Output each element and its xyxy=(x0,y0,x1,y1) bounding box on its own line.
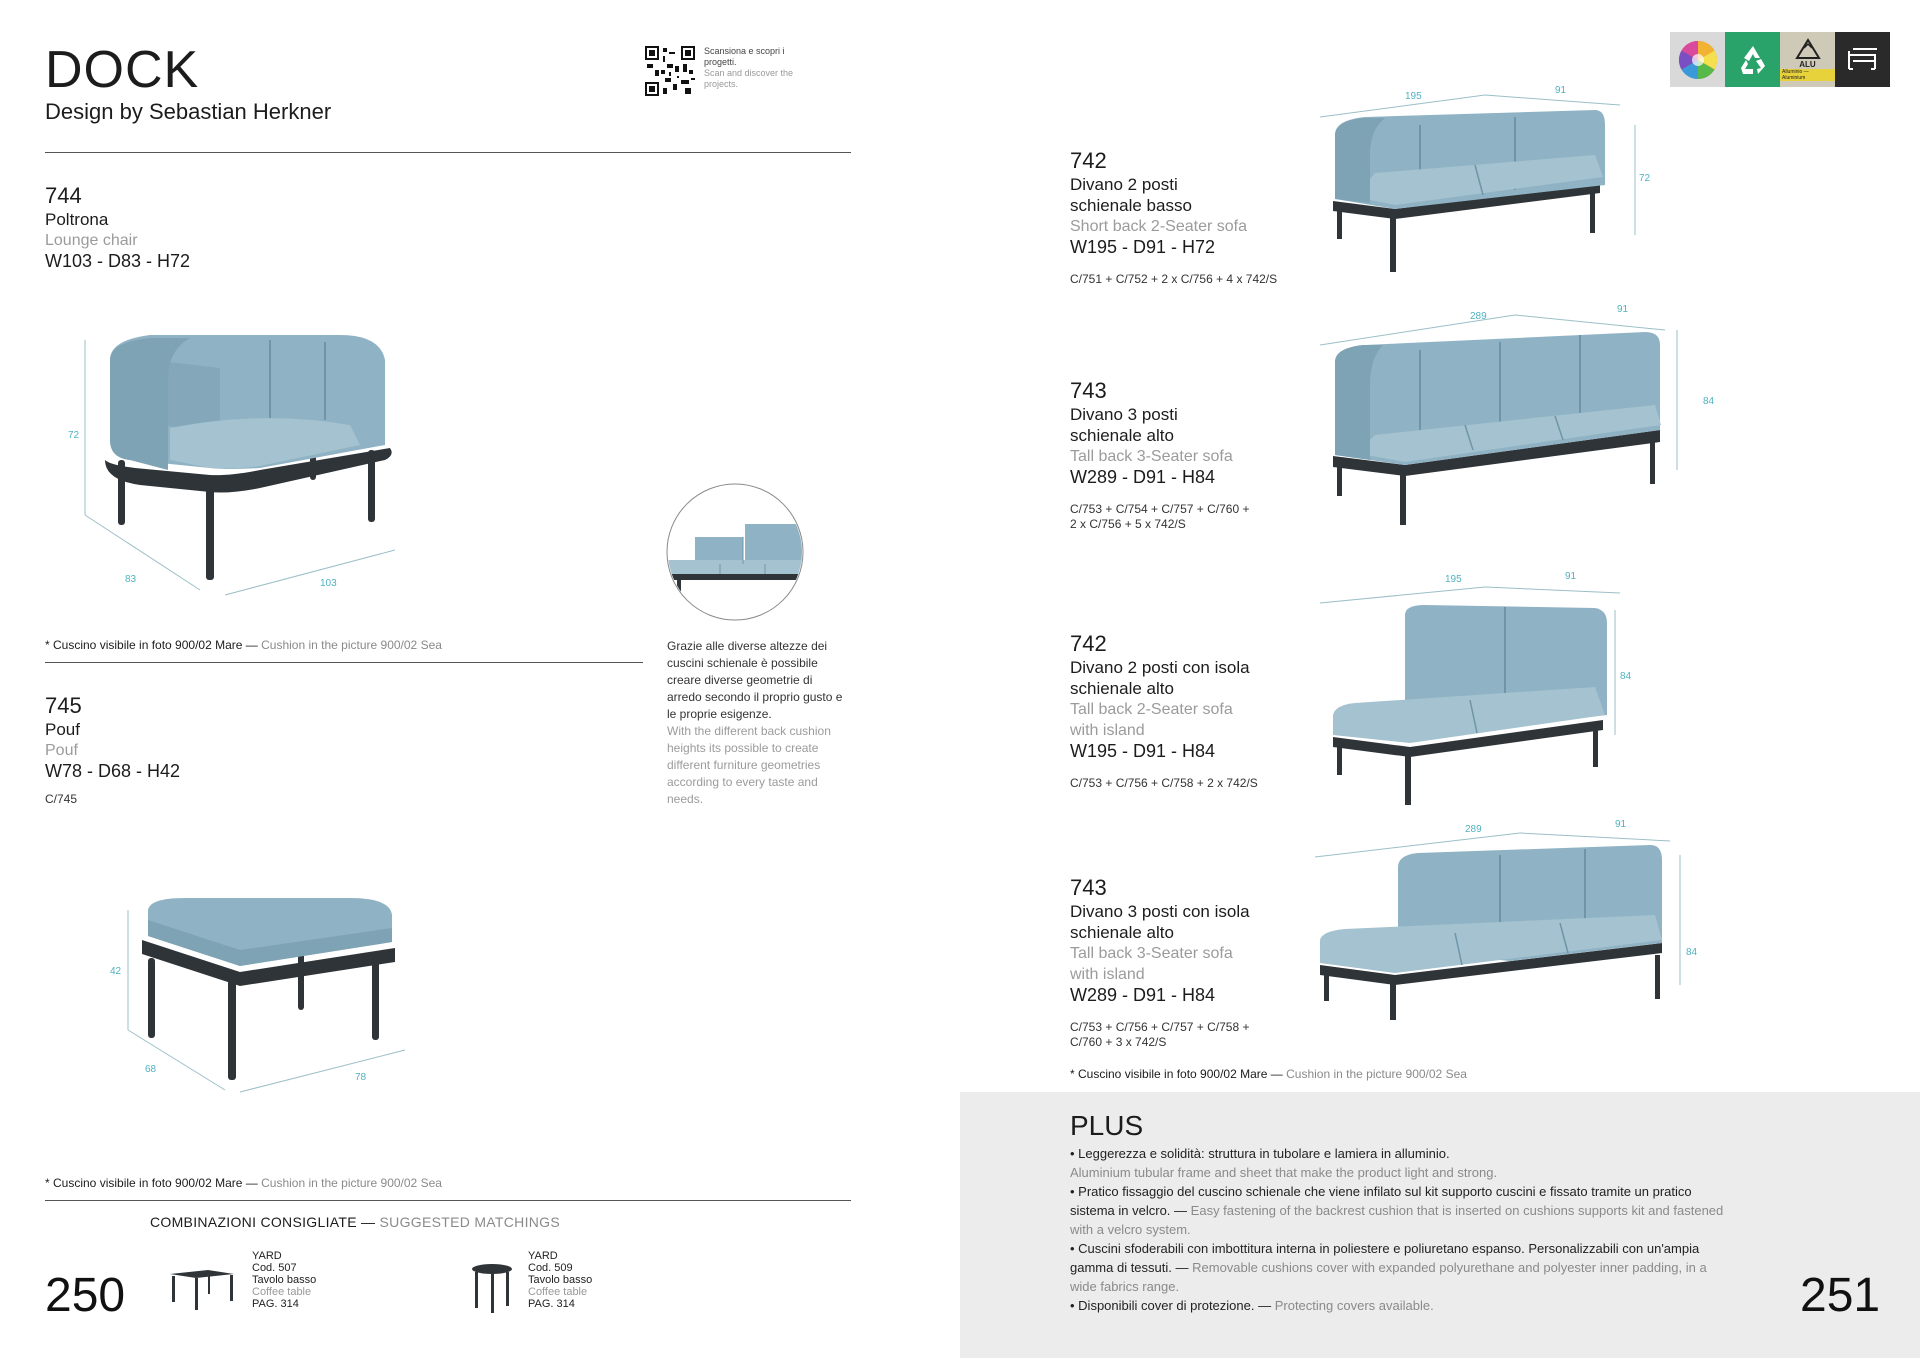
product-name-it: Divano 2 posti xyxy=(1070,175,1178,194)
product-name-it: Pouf xyxy=(45,720,80,739)
dim-height: 72 xyxy=(1639,173,1651,184)
recycle-icon xyxy=(1725,32,1780,87)
alu-sub-label: Alluminio — Aluminium xyxy=(1780,69,1835,81)
matching-name-it: Tavolo basso xyxy=(252,1274,317,1286)
plus-item xyxy=(1070,1144,1730,1182)
product-references: C/753 + C/756 + C/758 + 2 x 742/S xyxy=(1070,776,1258,790)
product-references: C/751 + C/752 + 2 x C/756 + 4 x 742/S xyxy=(1070,272,1278,286)
product-dimensions: W195 - D91 - H84 xyxy=(1070,741,1216,761)
plus-item-it: • Cuscini sfoderabili con imbottitura interna in poliestere e poliuretano espanso. Personalizzabili con un'ampia gamma di tessuti. — xyxy=(1070,1241,1700,1275)
product-name-it-2: schienale alto xyxy=(1070,426,1174,445)
product-name-en: Tall back 3-Seater sofa xyxy=(1070,945,1233,962)
plus-item-en: Aluminium tubular frame and sheet that make the product light and strong. xyxy=(1070,1165,1498,1180)
product-code: 745 xyxy=(45,693,82,718)
alu-label: ALU xyxy=(1799,60,1816,69)
product-dimensions: W289 - D91 - H84 xyxy=(1070,467,1216,487)
plus-item-en: Protecting covers available. xyxy=(1274,1298,1434,1313)
qr-code[interactable] xyxy=(645,46,695,96)
qr-caption-en: Scan and discover the projects. xyxy=(704,68,794,89)
product-name-en: Short back 2-Seater sofa xyxy=(1070,218,1247,235)
dim-depth: 68 xyxy=(145,1064,157,1075)
product-dimensions: W78 - D68 - H42 xyxy=(45,761,181,781)
cushion-note-en: Cushion in the picture 900/02 Sea xyxy=(1286,1067,1467,1081)
dim-height: 84 xyxy=(1703,396,1715,407)
qr-caption xyxy=(704,46,799,90)
dim-width: 103 xyxy=(320,578,337,589)
collection-title: DOCK xyxy=(45,41,200,99)
divider xyxy=(45,152,851,153)
lounge-chair-image xyxy=(60,320,420,600)
product-references-1: C/753 + C/756 + C/757 + C/758 + xyxy=(1070,1020,1250,1034)
dim-height: 84 xyxy=(1620,671,1632,682)
dim-height: 84 xyxy=(1686,947,1698,958)
side-text-en: With the different back cushion heights its possible to create different furniture geometries according to every taste and needs. xyxy=(667,724,831,806)
product-name-it-2: schienale alto xyxy=(1070,923,1174,942)
product-name-it-2: schienale basso xyxy=(1070,196,1192,215)
feature-icons xyxy=(1670,32,1890,87)
product-dimensions: W289 - D91 - H84 xyxy=(1070,985,1216,1005)
product-dimensions: W103 - D83 - H72 xyxy=(45,251,191,271)
plus-item xyxy=(1070,1182,1730,1239)
dim-width: 78 xyxy=(355,1072,367,1083)
cushion-note-en: Cushion in the picture 900/02 Sea xyxy=(261,1176,442,1190)
matching-code: Cod. 507 xyxy=(252,1262,297,1274)
product-name-it-2: schienale alto xyxy=(1070,679,1174,698)
product-name-en: Tall back 3-Seater sofa xyxy=(1070,448,1233,465)
product-name-en-2: with island xyxy=(1070,966,1145,983)
cushion-note-it: * Cuscino visibile in foto 900/02 Mare — xyxy=(1070,1067,1283,1081)
dim-depth: 91 xyxy=(1615,819,1627,830)
product-code: 742 xyxy=(1070,148,1107,173)
product-name-it: Divano 2 posti con isola xyxy=(1070,658,1250,677)
product-code: 743 xyxy=(1070,378,1107,403)
designer-subtitle: Design by Sebastian Herkner xyxy=(45,99,332,124)
product-references-2: 2 x C/756 + 5 x 742/S xyxy=(1070,517,1186,531)
product-code: 743 xyxy=(1070,875,1107,900)
dim-width: 289 xyxy=(1465,824,1482,835)
sofa-742-island-image xyxy=(1315,565,1655,805)
qr-code-icon xyxy=(645,46,695,96)
product-name-en: Lounge chair xyxy=(45,232,138,249)
cushion-note-it: * Cuscino visibile in foto 900/02 Mare — xyxy=(45,1176,258,1190)
product-name-it: Divano 3 posti con isola xyxy=(1070,902,1250,921)
right-page xyxy=(960,0,1920,1358)
dim-height: 42 xyxy=(110,966,122,977)
suggested-matchings-heading xyxy=(150,1214,560,1230)
plus-item xyxy=(1070,1239,1730,1296)
divider xyxy=(45,1200,851,1201)
matching-509[interactable] xyxy=(528,1250,592,1310)
side-text xyxy=(667,638,847,808)
product-name-en: Pouf xyxy=(45,742,78,759)
plus-title: PLUS xyxy=(1070,1110,1144,1141)
product-742-short xyxy=(1070,148,1277,287)
matching-brand: YARD xyxy=(528,1250,558,1262)
dim-width: 289 xyxy=(1470,311,1487,322)
product-name-it: Poltrona xyxy=(45,210,109,229)
product-743-island xyxy=(1070,875,1250,1050)
matching-507[interactable] xyxy=(252,1250,316,1310)
cushion-note-it: * Cuscino visibile in foto 900/02 Mare — xyxy=(45,638,258,652)
matching-page: PAG. 314 xyxy=(528,1298,575,1310)
cushion-note xyxy=(45,1176,442,1190)
matching-code: Cod. 509 xyxy=(528,1262,573,1274)
matching-brand: YARD xyxy=(252,1250,282,1262)
product-745 xyxy=(45,693,180,807)
plus-item-en: Easy fastening of the backrest cushion that is inserted on cushions supports kit and fastened with a velcro system. xyxy=(1070,1203,1724,1237)
product-name-en: Tall back 2-Seater sofa xyxy=(1070,701,1233,718)
matchings-it: COMBINAZIONI CONSIGLIATE — xyxy=(150,1214,376,1230)
qr-caption-it: Scansiona e scopri i progetti. xyxy=(704,46,785,67)
product-743-tall xyxy=(1070,378,1249,532)
pouf-image xyxy=(100,880,420,1100)
dim-width: 195 xyxy=(1445,574,1462,585)
product-name-it: Divano 3 posti xyxy=(1070,405,1178,424)
dim-depth: 91 xyxy=(1565,571,1577,582)
divider xyxy=(45,662,643,663)
product-dimensions: W195 - D91 - H72 xyxy=(1070,237,1216,257)
matching-page: PAG. 314 xyxy=(252,1298,299,1310)
cushion-note xyxy=(45,638,442,652)
alu-icon xyxy=(1780,32,1835,87)
plus-item-it: • Disponibili cover di protezione. — xyxy=(1070,1298,1272,1313)
matching-name-en: Coffee table xyxy=(252,1286,312,1298)
dim-depth: 91 xyxy=(1555,85,1567,96)
product-742-island xyxy=(1070,631,1258,791)
matching-name-en: Coffee table xyxy=(528,1286,588,1298)
plus-item-it: • Pratico fissaggio del cuscino schienale che viene infilato sul kit supporto cuscini e fissato tramite un pratico sistema in velcro. — xyxy=(1070,1184,1692,1218)
plus-item xyxy=(1070,1296,1730,1315)
page-number: 250 xyxy=(45,1269,126,1322)
dim-depth: 91 xyxy=(1617,304,1629,315)
side-text-it: Grazie alle diverse altezze dei cuscini schienale è possibile creare diverse geometrie di arredo secondo il proprio gusto e le proprie esigenze. xyxy=(667,639,843,721)
product-code: 742 xyxy=(1070,631,1107,656)
dim-height: 72 xyxy=(68,430,80,441)
cushion-note-en: Cushion in the picture 900/02 Sea xyxy=(261,638,442,652)
plus-item-it: • Leggerezza e solidità: struttura in tubolare e lamiera in alluminio. xyxy=(1070,1146,1450,1161)
sofa-743-island-image xyxy=(1310,815,1710,1025)
cushion-note xyxy=(1070,1067,1467,1081)
plus-item-en: Removable cushions cover with expanded polyurethane and polyester inner padding, in a wide fabrics range. xyxy=(1070,1260,1707,1294)
product-references-2: C/760 + 3 x 742/S xyxy=(1070,1035,1167,1049)
product-name-en-2: with island xyxy=(1070,722,1145,739)
dim-depth: 83 xyxy=(125,574,137,585)
matchings-en: SUGGESTED MATCHINGS xyxy=(379,1214,561,1230)
plus-list xyxy=(1070,1144,1730,1315)
product-references-1: C/753 + C/754 + C/757 + C/760 + xyxy=(1070,502,1250,516)
product-references: C/745 xyxy=(45,792,78,806)
color-wheel-icon xyxy=(1670,32,1725,87)
sofa-743-tall-image xyxy=(1315,300,1715,530)
coffee-table-509-icon[interactable] xyxy=(470,1262,514,1314)
matching-name-it: Tavolo basso xyxy=(528,1274,593,1286)
outdoor-furniture-icon xyxy=(1835,32,1890,87)
sofa-detail-circle-image xyxy=(665,482,805,622)
page-number: 251 xyxy=(1800,1269,1881,1322)
product-code: 744 xyxy=(45,183,82,208)
dim-width: 195 xyxy=(1405,91,1422,102)
coffee-table-507-icon[interactable] xyxy=(168,1264,236,1312)
product-744 xyxy=(45,183,190,272)
plus-section xyxy=(960,1092,1920,1358)
sofa-742-short-image xyxy=(1315,85,1655,285)
